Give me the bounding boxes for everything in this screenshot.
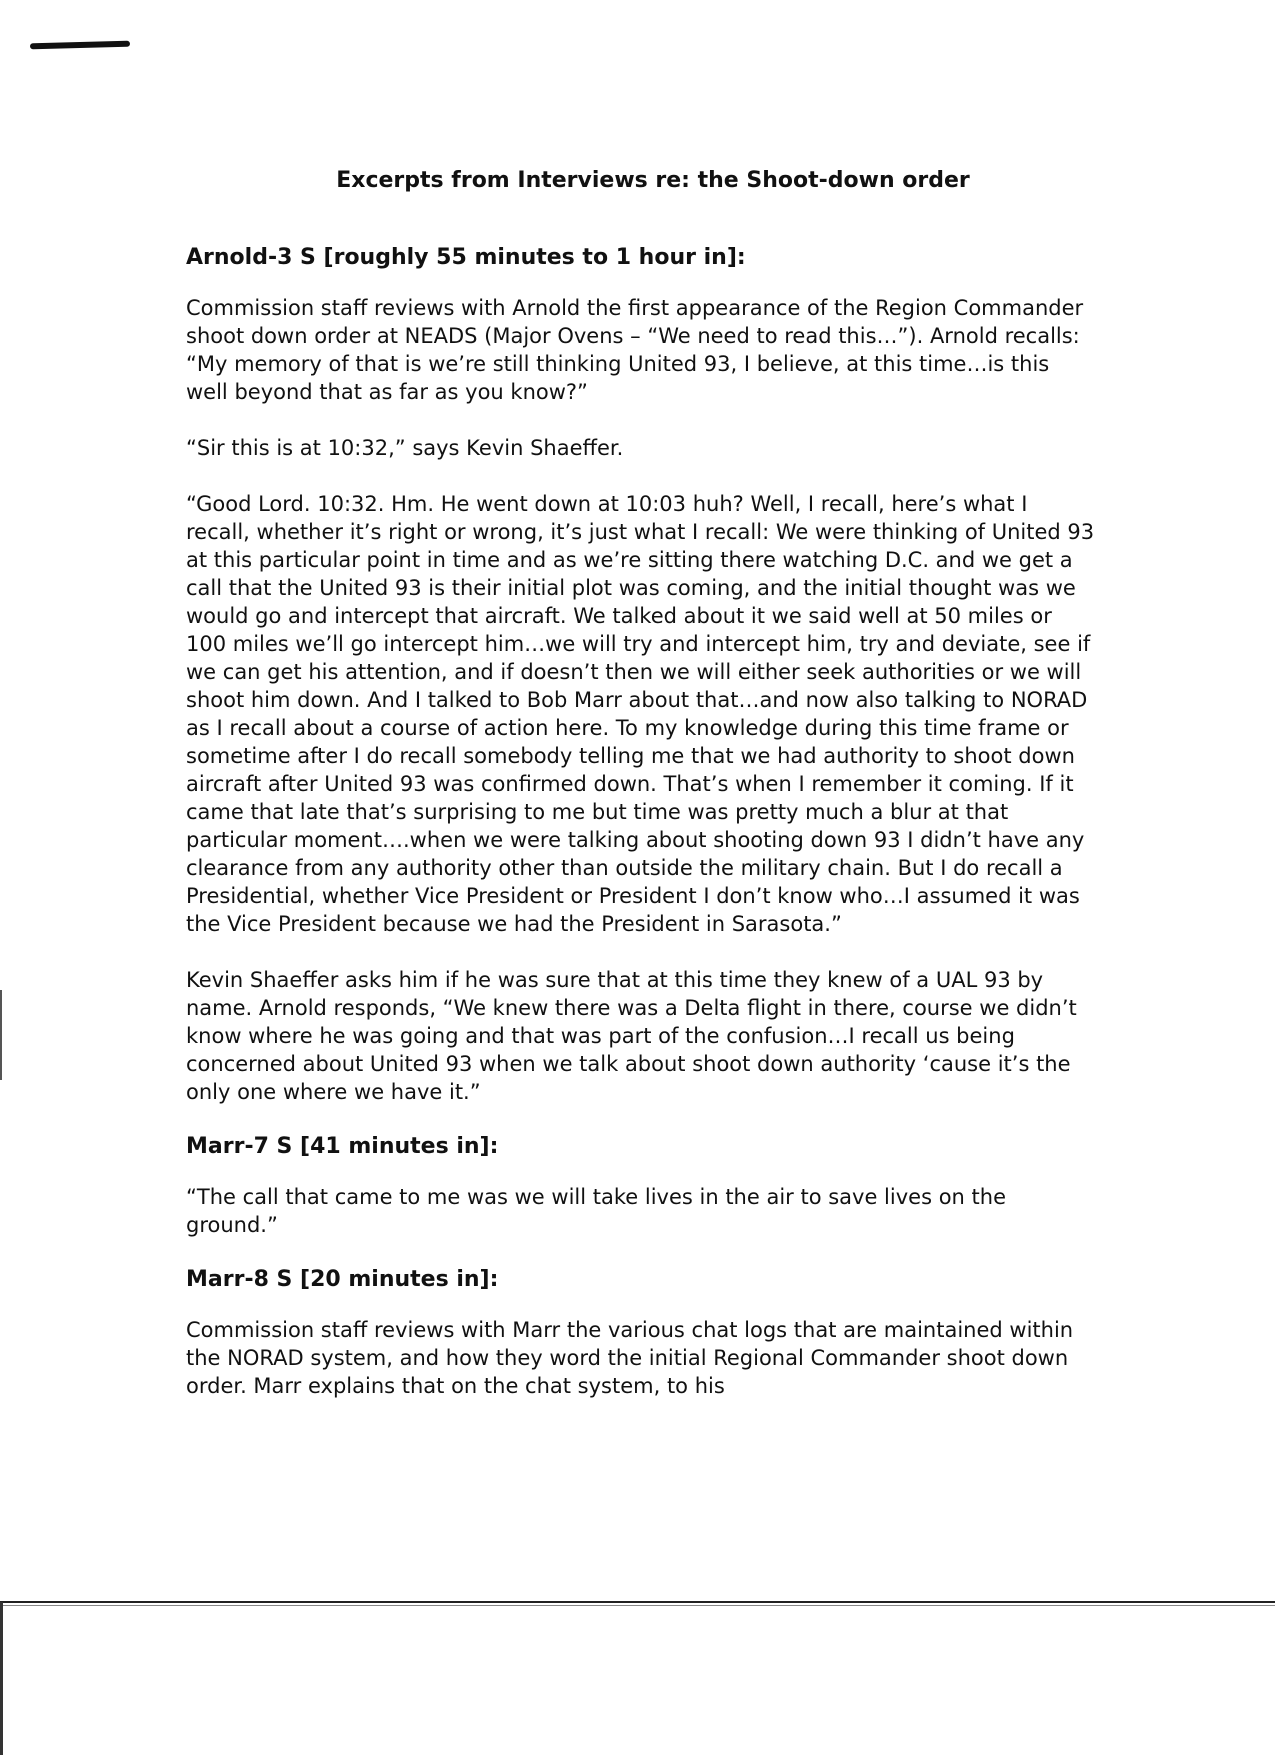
document-page (186, 168, 1096, 1428)
left-edge-scan-mark (0, 990, 2, 1080)
section-heading: Marr-7 S [41 minutes in]: (186, 1134, 499, 1159)
document-title: Excerpts from Interviews re: the Shoot-down order (336, 168, 970, 193)
paragraph: “Sir this is at 10:32,” says Kevin Shaeffer. (186, 436, 624, 460)
page-bottom-rule (0, 1601, 1275, 1603)
page-left-edge (0, 1602, 3, 1755)
section-arnold-3 (186, 245, 1096, 1106)
section-marr-8 (186, 1267, 1096, 1400)
paragraph: “The call that came to me was we will take lives in the air to save lives on the ground.” (186, 1185, 1006, 1237)
corner-scan-mark (30, 41, 130, 50)
paragraph: Kevin Shaeffer asks him if he was sure that at this time they knew of a UAL 93 by name. Arnold responds, “We knew there was a Delta flight in there, course we didn’t know where he was going and that was part of the confusion…I recall us being concerned about United 93 when we talk about shoot down authority ‘cause it’s the only one where we have it.” (186, 968, 1077, 1104)
section-heading: Arnold-3 S [roughly 55 minutes to 1 hour in]: (186, 245, 746, 270)
paragraph: Commission staff reviews with Marr the various chat logs that are maintained within the NORAD system, and how they word the initial Regional Commander shoot down order. Marr explains that on the chat system, to his (186, 1318, 1074, 1398)
section-marr-7 (186, 1134, 1096, 1239)
page-bottom-rule-shadow (0, 1605, 1275, 1606)
paragraph: “Good Lord. 10:32. Hm. He went down at 10:03 huh? Well, I recall, here’s what I recall, whether it’s right or wrong, it’s just what I recall: We were thinking of United 93 at this particular point in time and as we’re sitting there watching D.C. and we get a call that the United 93 is their initial plot was coming, and the initial thought was we would go and intercept that aircraft. We talked about it we said well at 50 miles or 100 miles we’ll go intercept him…we will try and intercept him, try and deviate, see if we can get his attention, and if doesn’t then we will either seek authorities or we will shoot him down. And I talked to Bob Marr about that…and now also talking to NORAD as I recall about a course of action here. To my knowledge during this time frame or sometime after I do recall somebody telling me that we had authority to shoot down aircraft after United 93 was confirmed down. That’s when I remember it coming. If it came that late that’s surprising to me but time was pretty much a blur at that particular moment….when we were talking about shooting down 93 I didn’t have any clearance from any authority other than outside the military chain. But I do recall a Presidential, whether Vice President or President I don’t know who…I assumed it was the Vice President because we had the President in Sarasota.” (186, 492, 1095, 936)
paragraph: Commission staff reviews with Arnold the first appearance of the Region Commander shoot down order at NEADS (Major Ovens – “We need to read this…”). Arnold recalls: “My memory of that is we’re still thinking United 93, I believe, at this time…is this well beyond that as far as you know?” (186, 296, 1084, 404)
section-heading: Marr-8 S [20 minutes in]: (186, 1267, 499, 1292)
